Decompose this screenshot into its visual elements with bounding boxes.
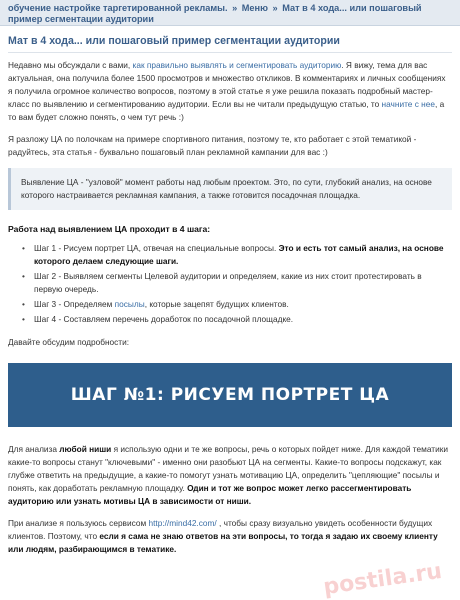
intro-paragraph bbox=[8, 59, 452, 124]
step-item-2: • Шаг 2 - Выявляем сегменты Целевой аудитории и определяем, какие из них стоит протестировать в первую очередь. bbox=[22, 270, 452, 296]
article-title: Мат в 4 хода... или пошаговый пример сегментации аудитории bbox=[8, 32, 452, 53]
breadcrumb-separator: » bbox=[272, 3, 278, 13]
step-text: Шаг 3 - Определяем bbox=[34, 299, 115, 309]
step-text: , которые зацепят будущих клиентов. bbox=[144, 299, 289, 309]
steps-heading: Работа над выявлением ЦА проходит в 4 шага: bbox=[8, 224, 211, 234]
analysis-paragraph bbox=[8, 443, 452, 508]
step-text: Шаг 1 - Рисуем портрет ЦА, отвечая на специальные вопросы. bbox=[34, 243, 279, 253]
discuss-paragraph: Давайте обсудим подробности: bbox=[8, 337, 130, 347]
step-bold-text: Это и есть тот самый анализ, на основе которого делаем следующие шаги. bbox=[34, 243, 444, 266]
service-link-mind42[interactable]: http://mind42.com/ bbox=[148, 518, 217, 528]
analysis-bold: Один и тот же вопрос может легко рассегментировать аудиторию или узнать мотивы ЦА в зависимости от ниши. bbox=[8, 483, 412, 506]
watermark-logo: postila.ru bbox=[321, 558, 444, 600]
step-item-3 bbox=[22, 298, 452, 311]
analysis-text: я использую одни и те же вопросы, речь о которых пойдет ниже. Для каждой тематики какие-то вопросы станут "ключевыми" - именно они разобьют ЦА на сегменты. Какие-то вопросы подскажут, как глубже ответить на предыдущие, а какие-то помогут узнать мотивацию ЦА, определить "цепляющие" посылы и понять, как доработать рекламную площадку. bbox=[8, 444, 448, 493]
analysis-text: Для анализа bbox=[8, 444, 60, 454]
article bbox=[0, 26, 460, 556]
breadcrumb-link-course[interactable]: обучение настройке таргетированной рекламы. bbox=[8, 3, 228, 13]
intro-link-start[interactable]: начните с нее bbox=[381, 99, 435, 109]
step1-banner bbox=[8, 363, 452, 427]
steps-list bbox=[22, 242, 452, 326]
analysis-bold: любой ниши bbox=[59, 444, 112, 454]
step1-banner-text: ШАГ №1: РИСУЕМ ПОРТРЕТ ЦА bbox=[70, 385, 390, 405]
service-bold: если я сама не знаю ответов на эти вопросы, то тогда я задаю их своему клиенту или людям, разбирающимся в тематике. bbox=[8, 531, 438, 554]
service-paragraph bbox=[8, 517, 452, 556]
step-link-messages[interactable]: посылы bbox=[114, 299, 145, 309]
service-text: , чтобы сразу визуально увидеть особенности будущих клиентов. Поэтому, что bbox=[8, 518, 433, 541]
intro-text: . Я вижу, тема для вас актуальная, она получила более 1500 просмотров и множество откликов. В комментариях и личных сообщениях я получила огромное количество вопросов, поэтому в этой статье я уже решила показать подробный мастер-класс по выявлению и сегментированию аудитории. Если вы не читали предыдущую статью, то bbox=[8, 60, 446, 109]
sports-nutrition-paragraph: Я разложу ЦА по полочкам на примере спортивного питания, поэтому те, кто работает с этой тематикой - радуйтесь, эта статья - буквально пошаговый план рекламной кампании для вас :) bbox=[8, 134, 417, 157]
step-item-1 bbox=[22, 242, 452, 268]
intro-text: Недавно мы обсуждали с вами, bbox=[8, 60, 133, 70]
intro-link-segmentation[interactable]: как правильно выявлять и сегментировать аудиторию bbox=[132, 60, 342, 70]
service-text: При анализе я пользуюсь сервисом bbox=[8, 518, 149, 528]
intro-text: , а то вам будет сложно понять, о чем тут речь :) bbox=[8, 99, 445, 122]
breadcrumb-separator: » bbox=[232, 3, 238, 13]
quote-block: Выявление ЦА - "узловой" момент работы над любым проектом. Это, по сути, глубокий анализ, на основе которого настраивается рекламная кампания, а также готовится посадочная площадка. bbox=[8, 168, 452, 210]
breadcrumb-link-current[interactable]: Мат в 4 хода... или пошаговый пример сегментации аудитории bbox=[8, 3, 422, 24]
step-item-4: • Шаг 4 - Составляем перечень доработок по посадочной площадке. bbox=[22, 313, 452, 326]
breadcrumb-link-menu[interactable]: Меню bbox=[241, 3, 268, 13]
breadcrumb bbox=[0, 0, 460, 26]
